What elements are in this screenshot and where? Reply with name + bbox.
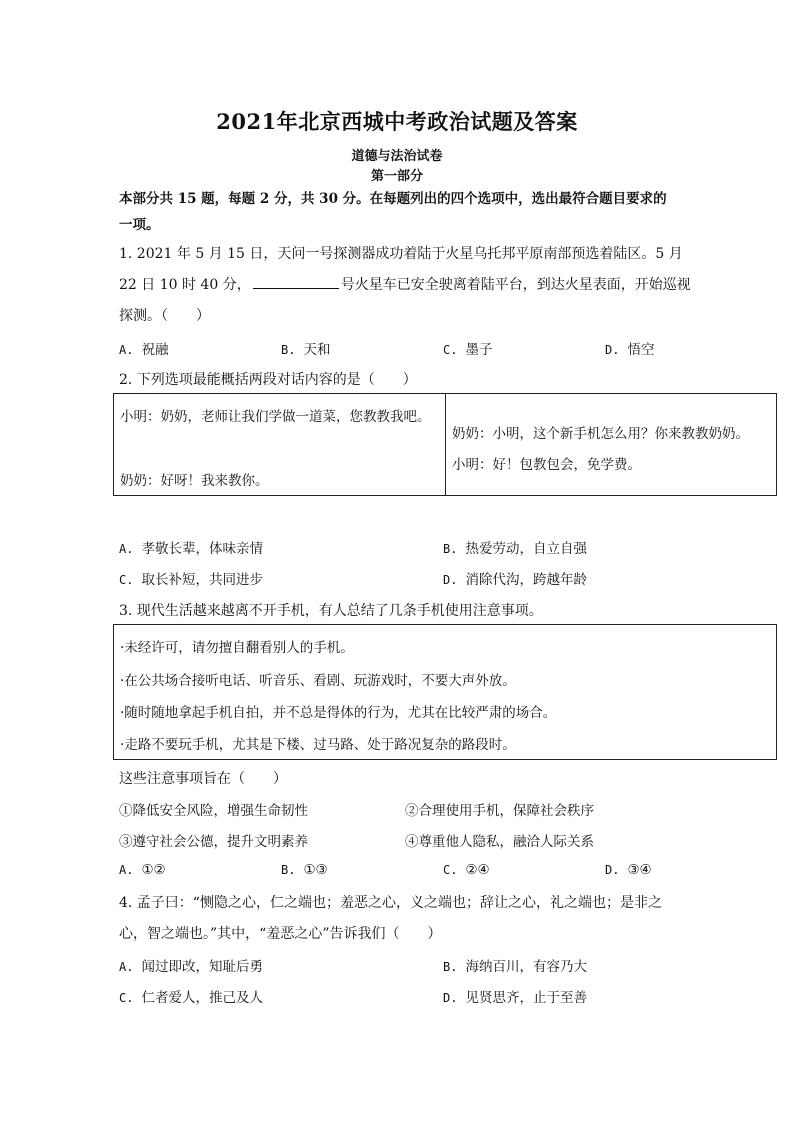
option-letter: C.: [443, 863, 458, 877]
option-letter: B.: [281, 863, 296, 877]
q4-option-a: [119, 955, 263, 975]
part-heading: 第一部分: [370, 169, 423, 184]
q4-option-c: [119, 986, 263, 1006]
option-text: 仁者爱人，推己及人: [141, 990, 263, 1006]
option-letter: C.: [119, 991, 134, 1005]
dialogue-right-line2: 小明：好！包教包会，免学费。: [452, 457, 641, 473]
q3-statement-2: ②合理使用手机，保障社会秩序: [405, 803, 594, 819]
option-letter: B.: [281, 343, 296, 357]
q1-stem-line2-start: 22 日 10 时 40 分，: [119, 277, 251, 293]
q4-option-b: [443, 955, 587, 975]
option-text: 闻过即改，知耻后勇: [141, 959, 263, 975]
q1-stem-line3: 探测。（ ）: [119, 308, 210, 324]
tip-item: ·未经许可，请勿擅自翻看别人的手机。: [120, 640, 354, 656]
option-letter: C.: [119, 573, 134, 587]
option-text: ①②: [141, 862, 166, 878]
option-text: ③④: [627, 862, 652, 878]
dialogue-right-line1: 奶奶：小明，这个新手机怎么用？你来教教奶奶。: [452, 426, 749, 442]
option-text: 见贤思齐，止于至善: [465, 990, 587, 1006]
option-letter: C.: [443, 343, 458, 357]
q3-stem: 3. 现代生活越来越离不开手机，有人总结了几条手机使用注意事项。: [119, 603, 543, 619]
q3-option-a: [119, 862, 166, 878]
q3-option-d: [605, 862, 652, 878]
q4-option-d: [443, 986, 587, 1006]
tip-item: ·在公共场合接听电话、听音乐、看剧、玩游戏时，不要大声外放。: [120, 673, 516, 689]
page-title: 2021年北京西城中考政治试题及答案: [216, 109, 578, 134]
option-text: 天和: [303, 342, 331, 358]
q1-stem-line2-end: 号火星车已安全驶离着陆平台，到达火星表面，开始巡视: [340, 277, 691, 293]
option-letter: A.: [119, 960, 134, 974]
option-letter: A.: [119, 343, 134, 357]
option-text: 祝融: [141, 342, 169, 358]
q3-statement-1: ①降低安全风险，增强生命韧性: [119, 803, 308, 819]
option-text: 海纳百川，有容乃大: [465, 959, 587, 975]
q2-option-d: [443, 568, 587, 588]
option-letter: D.: [605, 343, 620, 357]
option-letter: A.: [119, 863, 134, 877]
q4-stem-line2: 心，智之端也。”其中，“羞恶之心”告诉我们（ ）: [119, 926, 442, 942]
q1-option-c: [443, 338, 492, 358]
q1-fill-blank: [253, 276, 339, 289]
option-text: ①③: [303, 862, 328, 878]
option-text: 墨子: [465, 342, 493, 358]
subject-heading: 道德与法治试卷: [351, 149, 443, 164]
option-text: 孝敬长辈，体味亲情: [141, 541, 263, 557]
option-text: 热爱劳动，自立自强: [465, 541, 587, 557]
dialogue-left-line1: 小明：奶奶，老师让我们学做一道菜，您教教我吧。: [120, 409, 431, 425]
option-letter: D.: [443, 573, 458, 587]
q1-option-b: [281, 338, 330, 358]
option-text: 消除代沟，跨越年龄: [465, 572, 587, 588]
q2-option-b: [443, 537, 587, 557]
q1-option-d: [605, 338, 654, 358]
option-letter: B.: [443, 542, 458, 556]
q3-option-b: [281, 862, 328, 878]
tip-item: ·随时随地拿起手机自拍，并不总是得体的行为，尤其在比较严肃的场合。: [120, 705, 557, 721]
q2-stem: 2. 下列选项最能概括两段对话内容的是（ ）: [119, 372, 417, 388]
option-letter: D.: [605, 863, 620, 877]
q3-question: 这些注意事项旨在（ ）: [119, 771, 287, 787]
option-letter: D.: [443, 991, 458, 1005]
tip-item: ·走路不要玩手机，尤其是下楼、过马路、处于路况复杂的路段时。: [120, 737, 516, 753]
option-letter: A.: [119, 542, 134, 556]
q3-option-c: [443, 862, 490, 878]
option-text: 悟空: [627, 342, 655, 358]
q3-tips-box: [113, 624, 777, 760]
q2-option-c: [119, 568, 263, 588]
q1-stem-line1: 1. 2021 年 5 月 15 日，天问一号探测器成功着陆于火星乌托邦平原南部预选着陆区。5 月: [119, 246, 683, 262]
q3-statement-4: ④尊重他人隐私，融洽人际关系: [405, 834, 594, 850]
option-letter: B.: [443, 960, 458, 974]
section-instructions: 本部分共 15 题，每题 2 分，共 30 分。在每题列出的四个选项中，选出最符合题目要求的一项。: [119, 191, 667, 233]
q4-stem-line1: 4. 孟子曰：“恻隐之心，仁之端也；羞恶之心，义之端也；辞让之心，礼之端也；是非之: [119, 895, 662, 911]
option-text: 取长补短，共同进步: [141, 572, 263, 588]
option-text: ②④: [465, 862, 490, 878]
q1-stem-line2: [119, 274, 691, 294]
q2-option-a: [119, 537, 263, 557]
dialogue-left-line2: 奶奶：好呀！我来教你。: [120, 473, 269, 489]
q1-option-a: [119, 338, 168, 358]
table-divider: [445, 394, 446, 495]
q3-statement-3: ③遵守社会公德，提升文明素养: [119, 834, 308, 850]
q2-dialogue-table: [113, 393, 777, 496]
